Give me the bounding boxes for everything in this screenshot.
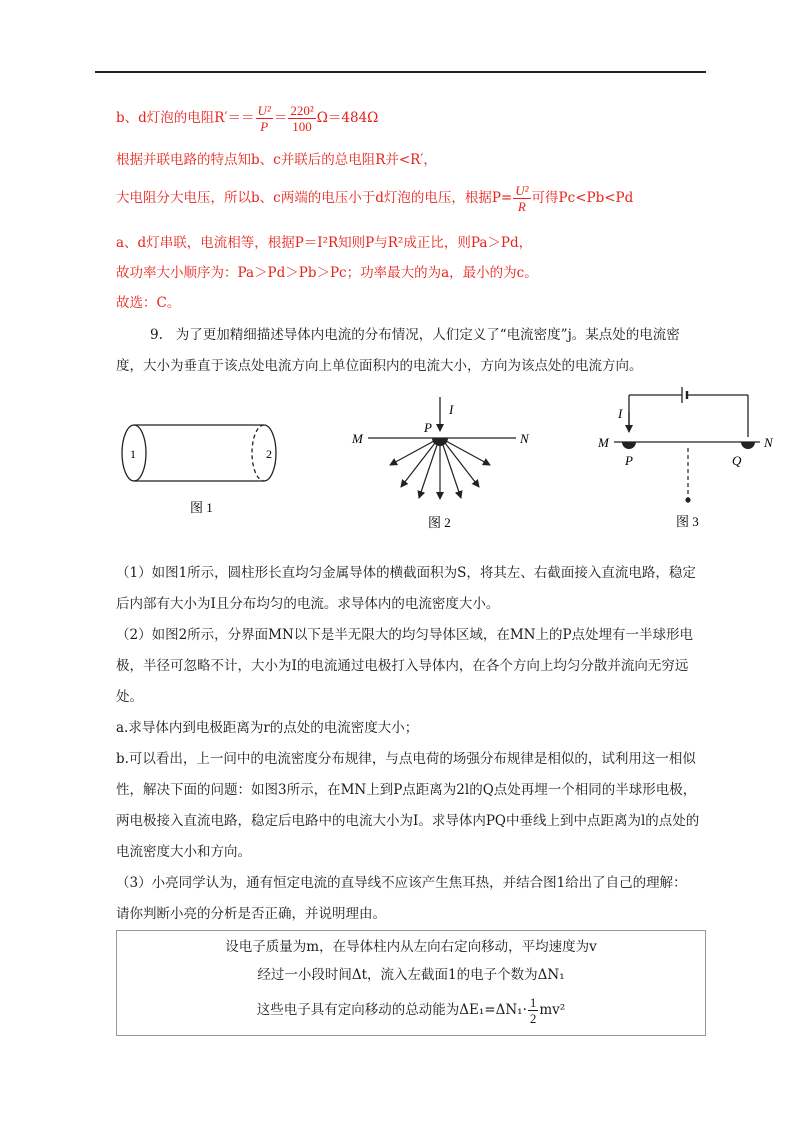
fraction-one-half: $\frac{1}{2}$: [529, 995, 537, 1026]
fig3-label-M: M: [598, 435, 609, 450]
fig3-label-P: P: [625, 453, 633, 468]
figure-1-cylinder: [112, 420, 302, 520]
fig1-label-2: 2: [266, 447, 272, 461]
solution-line-1: b、d灯泡的电阻R′＝＝ $\frac{\text{U²}}{P}$ ＝ $\frac{\text{220²}}{100}$ Ω＝484Ω: [116, 103, 379, 134]
fig2-label-I: I: [449, 402, 454, 417]
fraction-u2-over-r: $\frac{\text{U²}}{R}$: [515, 183, 529, 214]
solution-line-5: 故功率大小顺序为：Pa＞Pd＞Pb＞Pc；功率最大的为a，最小的为c。: [116, 265, 538, 281]
solution-line-4: a、d灯串联，电流相等，根据P＝I²R知则P与R²成正比，则Pa＞Pd，: [116, 235, 533, 251]
question-intro-text: 为了更加精细描述导体内电流的分布情况，人们定义了“电流密度”j。某点处的电流密度，大小为垂直于该点处电流方向上单位面积内的电流大小，方向为该点处的电流方向。: [116, 327, 680, 374]
question-number: 9.: [150, 327, 163, 343]
header-rule: [95, 71, 706, 73]
analysis-box: [116, 930, 706, 1036]
fig2-label-P: P: [424, 420, 432, 435]
fraction-u2-over-p: $\frac{\text{U²}}{P}$: [257, 103, 271, 134]
question-part-2a: a.求导体内到电极距离为r的点处的电流密度大小；: [116, 720, 419, 736]
question-part-3: （3）小亮同学认为，通有恒定电流的直导线不应该产生焦耳热，并结合图1给出了自己的理解：请你判断小亮的分析是否正确，并说明理由。: [116, 875, 687, 922]
fraction-220sq-over-100: $\frac{\text{220²}}{100}$: [290, 103, 314, 134]
figure-2-hemisphere-electrode: [346, 395, 546, 535]
question-part-1: （1）如图1所示，圆柱形长直均匀金属导体的横截面积为S，将其左、右截面接入直流电路，稳定后内部有大小为I且分布均匀的电流。求导体内的电流密度大小。: [116, 565, 696, 612]
analysis-line-3: 这些电子具有定向移动的总动能为ΔE₁=ΔN₁· $\frac{1}{2}$ mv²: [256, 995, 566, 1026]
fig2-label-M: M: [352, 431, 363, 446]
fig3-label-Q: Q: [732, 453, 742, 468]
fig3-label-N: N: [764, 435, 773, 450]
fig2-caption: 图 2: [428, 515, 451, 530]
fig3-label-I: I: [618, 406, 623, 421]
fig2-label-N: N: [520, 431, 529, 446]
fig1-label-1: 1: [130, 447, 136, 461]
fig3-caption: 图 3: [676, 514, 699, 529]
question-part-2: （2）如图2所示，分界面MN以下是半无限大的均匀导体区域，在MN上的P点处埋有一半球形电极，半径可忽略不计，大小为I的电流通过电极打入导体内，在各个方向上均匀分散并流向无穷远处。: [116, 627, 694, 705]
solution-line-2: 根据并联电路的特点知b、c并联后的总电阻R并<R′，: [116, 152, 437, 168]
analysis-line-1: 设电子质量为m，在导体柱内从左向右定向移动，平均速度为v: [225, 939, 597, 955]
fig1-caption: 图 1: [190, 500, 213, 515]
question-intro: [116, 320, 700, 382]
solution-line-3: 大电阻分大电压，所以b、c两端的电压小于d灯泡的电压，根据P= $\frac{\text{U²}}{R}$ 可得Pc<Pb<Pd: [116, 183, 634, 214]
solution-line-1-prefix: b、d灯泡的电阻R′＝＝: [116, 110, 255, 126]
figure-3-two-electrodes: [592, 382, 788, 532]
question-part-2b: b.可以看出，上一问中的电流密度分布规律，与点电荷的场强分布规律是相似的，试利用这一相似性，解决下面的问题：如图3所示，在MN上到P点距离为2l的Q点处再埋一个相同的半球形电极，两电极接入直流电路，稳定后电路中的电流大小为I。求导体内PQ中垂线上到中点距离为l的点处的电流密度大小和方向。: [116, 751, 700, 860]
analysis-line-2: 经过一小段时间Δt，流入左截面1的电子个数为ΔN₁: [257, 967, 565, 983]
solution-line-6: 故选：C。: [116, 295, 181, 311]
